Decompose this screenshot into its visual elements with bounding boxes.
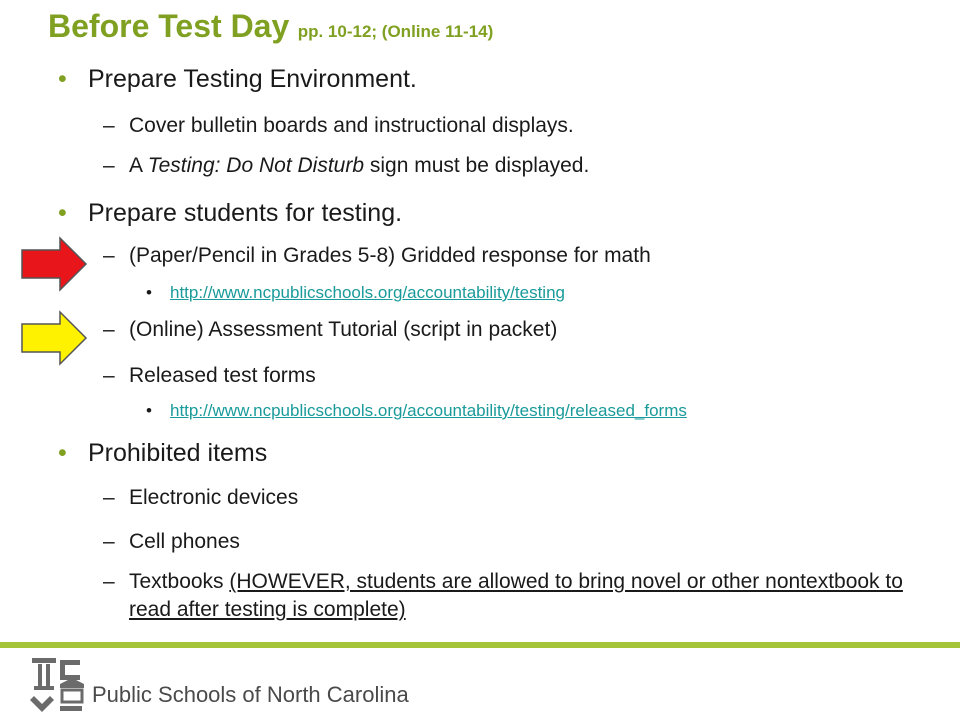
logo-mark bbox=[30, 658, 84, 712]
dash-mark: – bbox=[103, 530, 115, 553]
text-cell-phones: Cell phones bbox=[129, 530, 240, 553]
item-released-forms bbox=[103, 362, 316, 390]
bullet-environment bbox=[58, 64, 417, 94]
text-cover-boards: Cover bulletin boards and instructional displays. bbox=[129, 114, 574, 137]
title-main: Before Test Day bbox=[48, 8, 290, 44]
dash-mark: – bbox=[103, 154, 115, 177]
bullet-mark: • bbox=[146, 283, 152, 302]
item-cover-boards bbox=[103, 112, 574, 140]
heading-students: Prepare students for testing. bbox=[88, 199, 403, 227]
sub-bullet-testing-link bbox=[146, 282, 565, 304]
bullet-mark: • bbox=[58, 65, 67, 93]
item-gridded-response bbox=[103, 242, 651, 270]
dnd-prefix: A bbox=[129, 154, 148, 177]
textbooks-exception: (HOWEVER, students are allowed to bring novel or other nontextbook to read after testing is complete) bbox=[129, 570, 903, 621]
item-cell-phones bbox=[103, 528, 240, 556]
item-assessment-tutorial bbox=[103, 316, 557, 344]
bullet-students bbox=[58, 198, 402, 228]
title-pages: pp. 10-12; (Online 11-14) bbox=[297, 22, 494, 41]
dash-mark: – bbox=[103, 318, 115, 341]
ncdpi-logo-icon bbox=[30, 656, 84, 714]
bullet-mark: • bbox=[146, 401, 152, 420]
released-forms-link[interactable]: http://www.ncpublicschools.org/accountability/testing/released_forms bbox=[170, 401, 687, 420]
bullet-prohibited bbox=[58, 438, 267, 468]
text-textbooks bbox=[129, 568, 903, 624]
text-assessment-tutorial: (Online) Assessment Tutorial (script in packet) bbox=[129, 318, 558, 341]
text-released-forms: Released test forms bbox=[129, 364, 316, 387]
sub-bullet-released-link bbox=[146, 400, 687, 422]
text-do-not-disturb bbox=[129, 152, 589, 180]
red-arrow-icon bbox=[20, 236, 90, 292]
text-electronic-devices: Electronic devices bbox=[129, 486, 299, 509]
footer-rule bbox=[0, 642, 960, 648]
bullet-mark: • bbox=[58, 439, 67, 467]
dash-mark: – bbox=[103, 244, 115, 267]
item-textbooks bbox=[103, 568, 903, 624]
dnd-sign-name: Testing: Do Not Disturb bbox=[147, 154, 365, 177]
textbooks-prefix: Textbooks bbox=[129, 570, 230, 593]
item-electronic-devices bbox=[103, 484, 298, 512]
heading-environment: Prepare Testing Environment. bbox=[88, 65, 417, 93]
dash-mark: – bbox=[103, 486, 115, 509]
dash-mark: – bbox=[103, 114, 115, 137]
footer-org-name: Public Schools of North Carolina bbox=[92, 682, 409, 707]
text-gridded-response: (Paper/Pencil in Grades 5-8) Gridded response for math bbox=[129, 244, 651, 267]
yellow-arrow-shape bbox=[22, 312, 86, 364]
dash-mark: – bbox=[103, 570, 115, 593]
bullet-mark: • bbox=[58, 199, 67, 227]
dnd-suffix: sign must be displayed. bbox=[364, 154, 590, 177]
dash-mark: – bbox=[103, 364, 115, 387]
red-arrow-shape bbox=[22, 238, 86, 290]
yellow-arrow-icon bbox=[20, 310, 90, 366]
item-do-not-disturb bbox=[103, 152, 589, 180]
heading-prohibited: Prohibited items bbox=[88, 439, 268, 467]
testing-link[interactable]: http://www.ncpublicschools.org/accountability/testing bbox=[170, 283, 565, 302]
